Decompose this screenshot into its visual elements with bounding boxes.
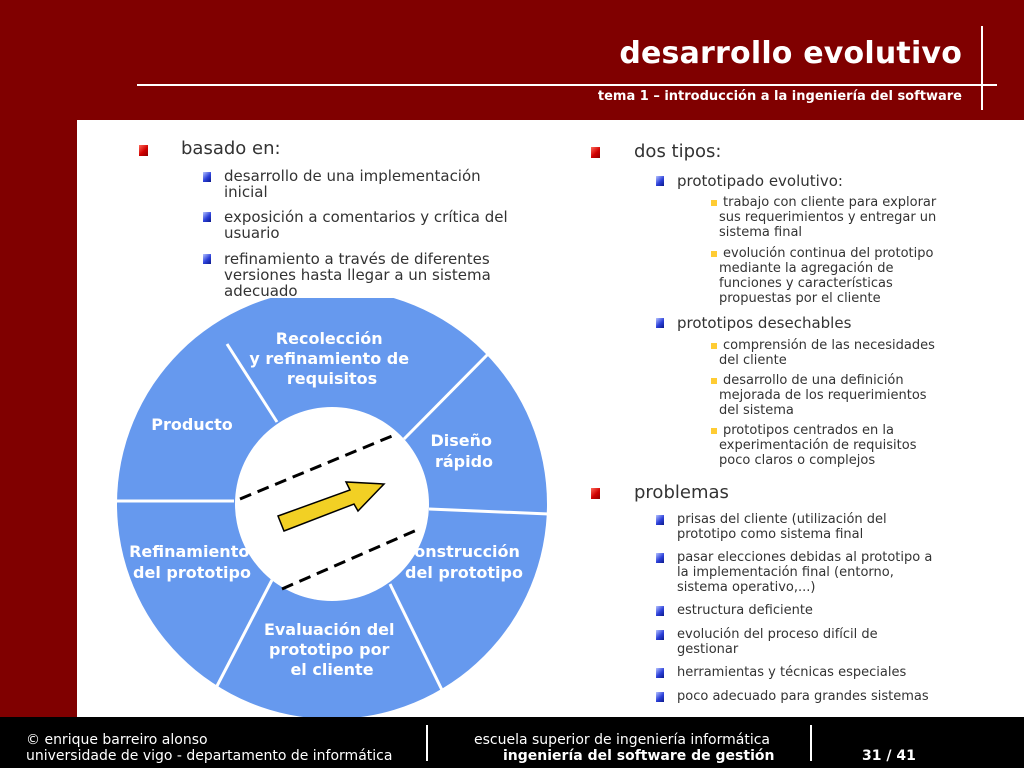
problemas-heading: problemas [634,482,729,503]
evolutivo-item-1: trabajo con cliente para explorar sus requerimientos y entregar un sistema final [719,195,937,240]
blue-bullet-icon [656,553,664,563]
left-heading: basado en: [181,138,281,159]
blue-bullet-icon [656,515,664,525]
footer-department: universidade de vigo - departamento de informática [26,748,393,764]
desechables-item-1: comprensión de las necesidades del cliente [719,338,935,368]
header-vertical-divider [981,26,983,110]
evolutive-cycle-diagram [117,298,557,718]
footer-author: © enrique barreiro alonso [26,732,208,748]
yellow-bullet-icon [711,378,717,384]
yellow-bullet-icon [711,251,717,257]
desechables-item-2: desarrollo de una definición mejorada de los requerimientos del sistema [719,373,927,418]
segment-recoleccion: Recolección y refinamiento de requisitos [249,329,410,388]
footer-author-block [26,732,392,764]
tipos-heading: dos tipos: [634,141,722,162]
desechables-label: prototipos desechables [677,314,852,332]
red-bullet-icon [139,145,148,156]
left-item-1: desarrollo de una implementación inicial [224,167,481,201]
red-bullet-icon [591,147,600,158]
segment-construccion: Construcción del prototipo [402,542,523,582]
yellow-bullet-icon [711,343,717,349]
slide-content [77,120,1024,717]
blue-bullet-icon [203,172,211,182]
problema-4: evolución del proceso difícil de gestionar [677,627,878,657]
left-item-2: exposición a comentarios y crítica del usuario [224,208,508,242]
blue-bullet-icon [656,630,664,640]
evolutivo-item-2: evolución continua del prototipo mediante la agregación de funciones y características propuestas por el cliente [719,246,934,306]
slide-subtitle: tema 1 – introducción a la ingeniería del software [597,89,962,104]
blue-bullet-icon [203,212,211,222]
page-number: 31 / 41 [862,748,916,764]
blue-bullet-icon [656,176,664,186]
yellow-bullet-icon [711,200,717,206]
segment-producto: Producto [151,415,233,434]
footer-school: escuela superior de ingeniería informática [474,732,770,748]
segment-refinamiento: Refinamiento del prototipo [129,542,251,582]
problema-3: estructura deficiente [677,603,813,618]
slide-footer [0,717,1024,768]
problema-5: herramientas y técnicas especiales [677,665,907,680]
problema-2: pasar elecciones debidas al prototipo a la implementación final (entorno, sistema operativo,...) [677,550,933,595]
problema-1: prisas del cliente (utilización del prototipo como sistema final [677,512,887,542]
footer-course-block [474,732,774,764]
segment-diseno: Diseño rápido [430,431,494,471]
problema-6: poco adecuado para grandes sistemas [677,689,929,704]
desechables-item-3: prototipos centrados en la experimentación de requisitos poco claros o complejos [719,423,917,468]
left-item-3: refinamiento a través de diferentes versiones hasta llegar a un sistema adecuado [224,250,491,300]
slide-header [0,0,1024,120]
blue-bullet-icon [656,692,664,702]
header-divider [137,84,997,86]
blue-bullet-icon [656,606,664,616]
segment-evaluacion: Evaluación del prototipo por el cliente [263,620,395,679]
slide-title: desarrollo evolutivo [619,36,962,71]
blue-bullet-icon [656,668,664,678]
red-bullet-icon [591,488,600,499]
yellow-bullet-icon [711,428,717,434]
blue-bullet-icon [203,254,211,264]
footer-course: ingeniería del software de gestión [503,748,775,764]
blue-bullet-icon [656,318,664,328]
footer-divider [426,725,428,761]
footer-divider [810,725,812,761]
evolutivo-label: prototipado evolutivo: [677,172,843,190]
